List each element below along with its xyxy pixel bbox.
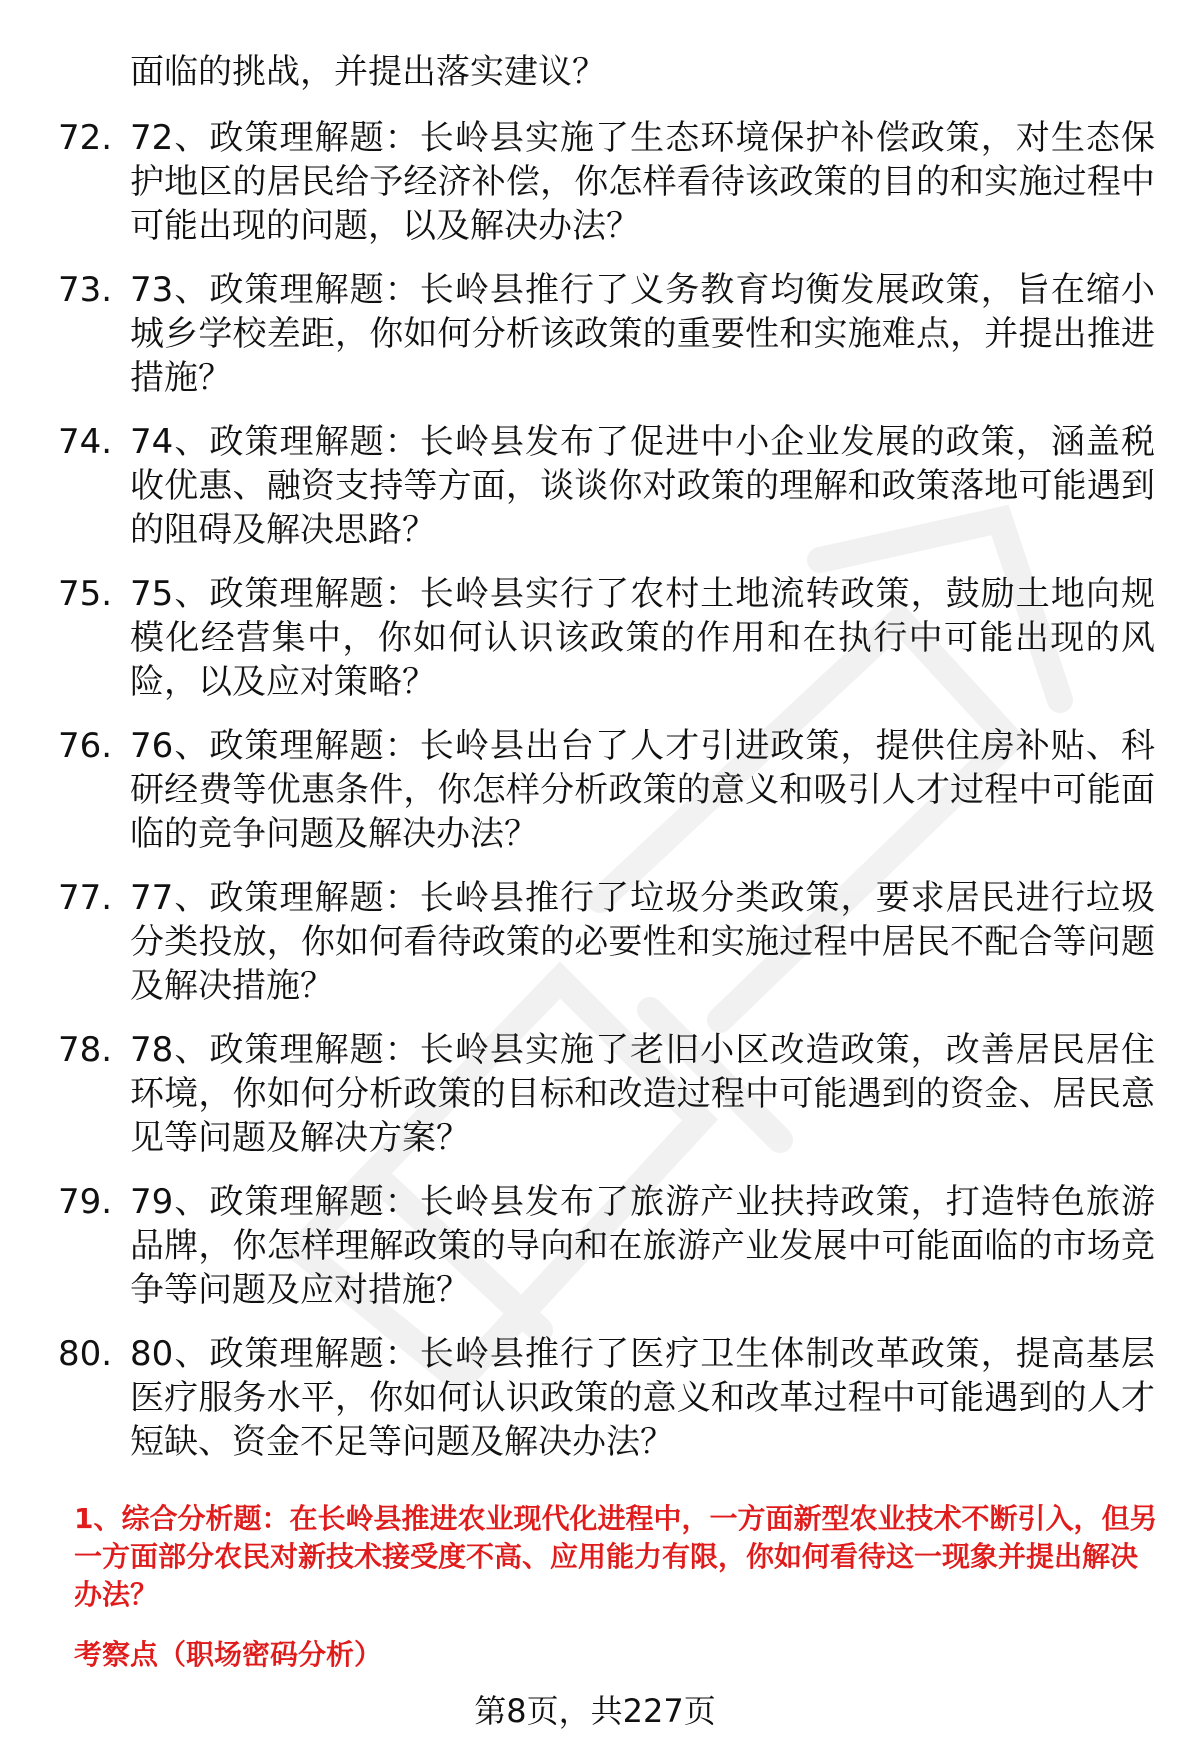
question-number: 72. (58, 118, 113, 158)
list-item (0, 1028, 1190, 1180)
question-number: 80. (58, 1334, 113, 1374)
list-item (0, 572, 1190, 724)
question-number: 73. (58, 270, 113, 310)
list-item (0, 116, 1190, 268)
list-item (0, 1180, 1190, 1332)
question-list (0, 116, 1190, 1484)
question-text: 74、政策理解题：长岭县发布了促进中小企业发展的政策，涵盖税收优惠、融资支持等方面，谈谈你对政策的理解和政策落地可能遇到的阻碍及解决思路？ (130, 422, 1155, 550)
question-number: 78. (58, 1030, 113, 1070)
question-text: 75、政策理解题：长岭县实行了农村土地流转政策，鼓励土地向规模化经营集中，你如何认识该政策的作用和在执行中可能出现的风险，以及应对策略？ (130, 574, 1155, 702)
question-number: 74. (58, 422, 113, 462)
question-text: 72、政策理解题：长岭县实施了生态环境保护补偿政策，对生态保护地区的居民给予经济补偿，你怎样看待该政策的目的和实施过程中可能出现的问题，以及解决办法？ (130, 118, 1155, 246)
question-text: 78、政策理解题：长岭县实施了老旧小区改造政策，改善居民居住环境，你如何分析政策的目标和改造过程中可能遇到的资金、居民意见等问题及解决方案？ (130, 1030, 1155, 1158)
highlight-point: 考察点（职场密码分析） (74, 1638, 383, 1671)
question-number: 77. (58, 878, 113, 918)
list-item (0, 420, 1190, 572)
list-item (0, 1332, 1190, 1484)
continuation-text: 面临的挑战，并提出落实建议？ (130, 52, 606, 92)
highlight-question: 1、综合分析题：在长岭县推进农业现代化进程中，一方面新型农业技术不断引入，但另一方面部分农民对新技术接受度不高、应用能力有限，你如何看待这一现象并提出解决办法？ (74, 1502, 1158, 1611)
question-number: 76. (58, 726, 113, 766)
question-text: 80、政策理解题：长岭县推行了医疗卫生体制改革政策，提高基层医疗服务水平，你如何认识政策的意义和改革过程中可能遇到的人才短缺、资金不足等问题及解决办法？ (130, 1334, 1155, 1462)
page-footer: 第8页，共227页 (474, 1692, 716, 1730)
question-text: 73、政策理解题：长岭县推行了义务教育均衡发展政策，旨在缩小城乡学校差距，你如何分析该政策的重要性和实施难点，并提出推进措施？ (130, 270, 1155, 398)
list-item (0, 268, 1190, 420)
question-text: 76、政策理解题：长岭县出台了人才引进政策，提供住房补贴、科研经费等优惠条件，你怎样分析政策的意义和吸引人才过程中可能面临的竞争问题及解决办法？ (130, 726, 1155, 854)
question-text: 79、政策理解题：长岭县发布了旅游产业扶持政策，打造特色旅游品牌，你怎样理解政策的导向和在旅游产业发展中可能面临的市场竞争等问题及应对措施？ (130, 1182, 1155, 1310)
list-item (0, 724, 1190, 876)
question-text: 77、政策理解题：长岭县推行了垃圾分类政策，要求居民进行垃圾分类投放，你如何看待政策的必要性和实施过程中居民不配合等问题及解决措施？ (130, 878, 1155, 1006)
question-number: 75. (58, 574, 113, 614)
question-number: 79. (58, 1182, 113, 1222)
list-item (0, 876, 1190, 1028)
